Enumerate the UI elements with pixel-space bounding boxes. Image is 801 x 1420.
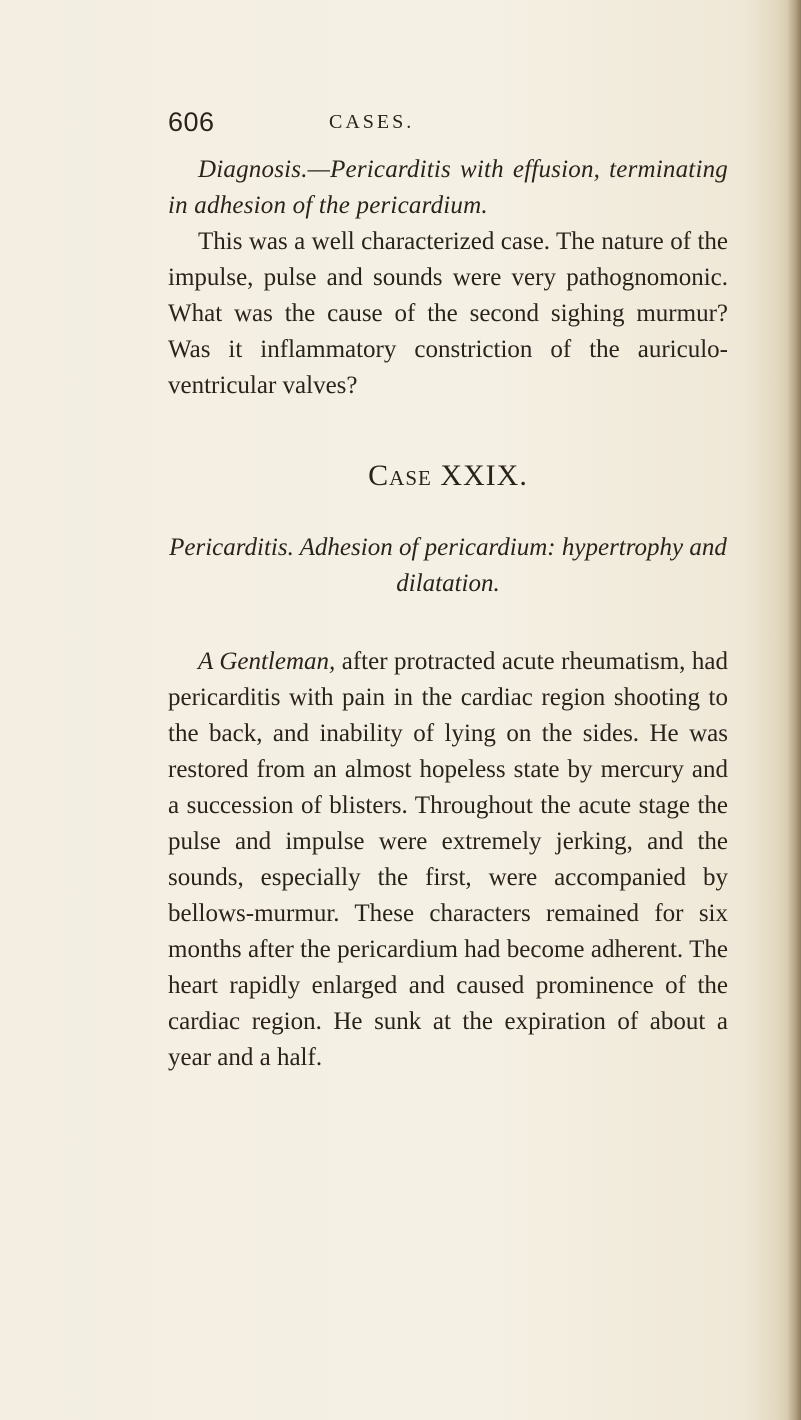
running-head: CASES. <box>329 111 415 133</box>
diagnosis-paragraph: This was a well characterized case. The nature of the impulse, pulse and sounds were very pathognomonic. What was the cause of the second sighing murmur? Was it inflammatory constriction of the auriculo-ventricular valves? <box>168 228 728 399</box>
case-body <box>168 644 728 1076</box>
diagnosis-label: Diagnosis. <box>198 156 308 183</box>
page-number: 606 <box>168 107 215 137</box>
case-body-text: after protracted acute rheumatism, had pericarditis with pain in the cardiac region shooting to the back, and inability of lying on the sides. He was restored from an almost hopeless state by mercury and a succession of blisters. Throughout the acute stage the pulse and impulse were extremely jerking, and the sounds, especially the first, were accompanied by bellows-murmur. These characters remained for six months after the pericardium had become adherent. The heart rapidly enlarged and caused prominence of the cardiac region. He sunk at the expiration of about a year and a half. <box>168 648 728 1071</box>
page-header <box>168 107 728 141</box>
diagnosis-heading <box>168 152 728 224</box>
case-paragraph <box>168 644 728 1076</box>
case-subtitle: Pericarditis. Adhesion of pericardium: hypertrophy and dilatation. <box>169 534 727 597</box>
case-title: Case XXIX. <box>368 459 528 492</box>
diagnosis-section <box>168 152 728 404</box>
page-edge-shadow <box>787 0 801 1420</box>
diagnosis-text: —Pericarditis with effusion, terminating in adhesion of the pericardium. <box>168 156 728 219</box>
case-opening: A Gentleman, <box>198 648 336 675</box>
